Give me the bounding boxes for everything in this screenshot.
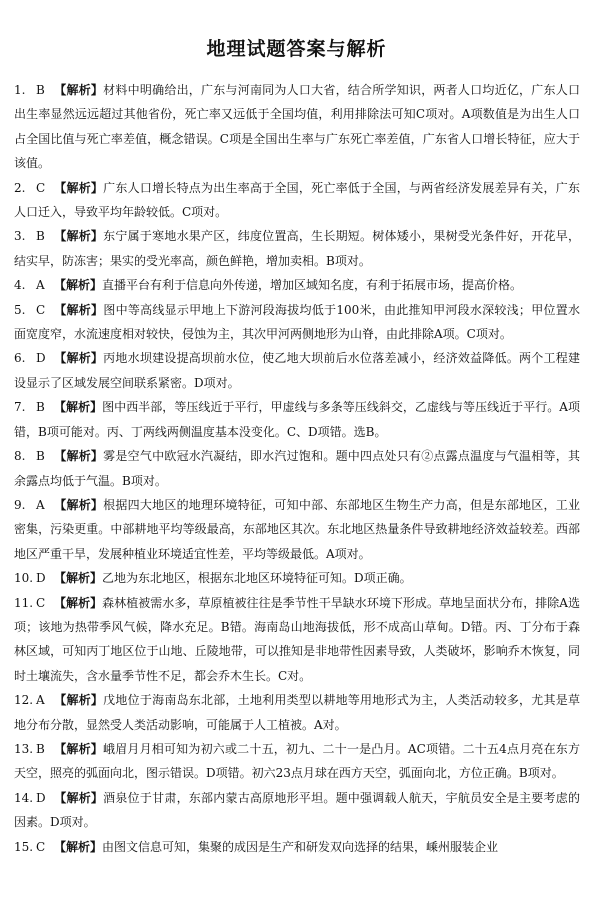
answer-item bbox=[14, 591, 580, 689]
analysis-text: 雾是空气中欧冠水汽凝结，即水汽过饱和。题中四点处只有②点露点温度与气温相等，其余露点均低于气温。B项对。 bbox=[14, 449, 580, 488]
item-answer: A bbox=[36, 693, 45, 708]
analysis-tag: 【解析】 bbox=[54, 497, 104, 512]
item-answer: C bbox=[36, 180, 46, 195]
item-answer: D bbox=[36, 790, 46, 805]
analysis-text: 东宁属于寒地水果产区，纬度位置高，生长期短。树体矮小，果树受光条件好，开花早，结实早，防冻害；果实的受光率高，颜色鲜艳，增加卖相。B项对。 bbox=[14, 229, 580, 268]
analysis-tag: 【解析】 bbox=[54, 400, 103, 415]
item-answer: A bbox=[36, 497, 45, 512]
analysis-text: 材料中明确给出，广东与河南同为人口大省，结合所学知识，两者人口均近亿，广东人口出生率显然远远超过其他省份，死亡率又远低于全国均值，利用排除法可知C项对。A项数值是为出生人口占全国比值与死亡率差值，概念错误。C项是全国出生率与广东死亡率差值，广东省人口增长特征，应大于该值。 bbox=[14, 83, 580, 171]
item-number: 7. bbox=[14, 400, 26, 415]
item-answer: C bbox=[36, 839, 46, 854]
analysis-tag: 【解析】 bbox=[54, 83, 104, 97]
analysis-text: 乙地为东北地区，根据东北地区环境特征可知。D项正确。 bbox=[102, 571, 412, 586]
item-answer: C bbox=[36, 595, 46, 610]
analysis-tag: 【解析】 bbox=[54, 790, 104, 805]
answer-item bbox=[14, 835, 580, 859]
answer-list bbox=[14, 78, 580, 859]
analysis-tag: 【解析】 bbox=[54, 302, 104, 317]
answer-item bbox=[14, 493, 580, 566]
analysis-text: 森林植被需水多，草原植被往往是季节性干旱缺水环境下形成。草地呈面状分布，排除A选项；该地为热带季风气候，降水充足。B错。海南岛山地海拔低，形不成高山草甸。D错。丙、丁分布于森林区域，可知丙丁地区位于山地、丘陵地带，可以推知是非地带性因素导致，人类破坏，影响乔木恢复，同时土壤流失，含水量季节性不足，都会乔木生长。C对。 bbox=[14, 595, 580, 683]
analysis-text: 丙地水坝建设提高坝前水位，使乙地大坝前后水位落差减小，经济效益降低。两个工程建设显示了区域发展空间联系紧密。D项对。 bbox=[14, 351, 580, 390]
answer-item bbox=[14, 444, 580, 493]
analysis-text: 图中西半部，等压线近于平行，甲虚线与多条等压线斜交，乙虚线与等压线近于平行。A项错，B项可能对。丙、丁两线两侧温度基本没变化。C、D项错。选B。 bbox=[14, 400, 580, 439]
answer-item bbox=[14, 737, 580, 786]
item-number: 14. bbox=[14, 790, 34, 805]
analysis-text: 直播平台有利于信息向外传递，增加区域知名度，有利于拓展市场，提高价格。 bbox=[102, 278, 523, 293]
item-answer: D bbox=[36, 571, 46, 586]
item-number: 4. bbox=[14, 278, 26, 293]
item-number: 15. bbox=[14, 839, 34, 854]
item-answer: A bbox=[36, 278, 45, 293]
answer-item bbox=[14, 395, 580, 444]
item-number: 9. bbox=[14, 497, 26, 512]
item-answer: B bbox=[36, 83, 45, 97]
item-answer: B bbox=[36, 741, 45, 756]
analysis-text: 根据四大地区的地理环境特征，可知中部、东部地区生物生产力高，但是东部地区，工业密集，污染更重。中部耕地平均等级最高，东部地区其次。东北地区热量条件导致耕地经济效益较差。西部地区严重干旱，发展种植业环境适宜性差，平均等级最低。A项对。 bbox=[14, 497, 580, 561]
item-number: 13. bbox=[14, 741, 34, 756]
answer-item bbox=[14, 224, 580, 273]
analysis-text: 峨眉月月相可知为初六或二十五，初九、二十一是凸月。AC项错。二十五4点月亮在东方天空，照亮的弧面向北，图示错误。D项错。初六23点月球在西方天空，弧面向北，方位正确。B项对。 bbox=[14, 741, 580, 781]
analysis-tag: 【解析】 bbox=[54, 571, 103, 586]
answer-item bbox=[14, 786, 580, 835]
item-answer: B bbox=[36, 449, 45, 464]
analysis-tag: 【解析】 bbox=[54, 229, 104, 244]
analysis-text: 酒泉位于甘肃，东部内蒙古高原地形平坦。题中强调载人航天，宇航员安全是主要考虑的因素。D项对。 bbox=[14, 790, 580, 830]
item-number: 10. bbox=[14, 571, 34, 586]
analysis-tag: 【解析】 bbox=[54, 595, 103, 610]
answer-item bbox=[14, 78, 580, 176]
item-answer: D bbox=[36, 351, 46, 366]
item-number: 5. bbox=[14, 302, 26, 317]
answer-item bbox=[14, 346, 580, 395]
item-number: 1. bbox=[14, 83, 26, 97]
answer-item bbox=[14, 298, 580, 347]
item-number: 12. bbox=[14, 693, 34, 708]
analysis-text: 由图文信息可知，集聚的成因是生产和研发双向选择的结果，嵊州服装企业 bbox=[102, 839, 499, 854]
item-number: 6. bbox=[14, 351, 26, 366]
analysis-tag: 【解析】 bbox=[54, 351, 104, 366]
answer-item bbox=[14, 566, 580, 590]
analysis-text: 图中等高线显示甲地上下游河段海拔均低于100米，由此推知甲河段水深较浅；甲位置水面宽度窄，水流速度相对较快，侵蚀为主，其次甲河两侧地形为山脊，由此排除A项。C项对。 bbox=[14, 302, 580, 342]
answer-item bbox=[14, 176, 580, 225]
analysis-tag: 【解析】 bbox=[54, 449, 104, 464]
analysis-tag: 【解析】 bbox=[54, 741, 103, 756]
answer-item bbox=[14, 273, 580, 297]
analysis-text: 广东人口增长特点为出生率高于全国，死亡率低于全国，与两省经济发展差异有关，广东人口迁入，导致平均年龄较低。C项对。 bbox=[14, 180, 580, 220]
item-number: 8. bbox=[14, 449, 26, 464]
analysis-tag: 【解析】 bbox=[54, 839, 103, 854]
item-number: 3. bbox=[14, 229, 26, 244]
item-number: 11. bbox=[14, 595, 34, 610]
page-title: 地理试题答案与解析 bbox=[206, 38, 387, 60]
analysis-tag: 【解析】 bbox=[54, 278, 103, 293]
analysis-tag: 【解析】 bbox=[54, 693, 104, 708]
item-answer: B bbox=[36, 229, 45, 244]
item-answer: B bbox=[36, 400, 45, 415]
item-number: 2. bbox=[14, 180, 26, 195]
analysis-text: 戊地位于海南岛东北部，土地利用类型以耕地等用地形式为主，人类活动较多，尤其是草地分布分散，显然受人类活动影响，可能属于人工植被。A对。 bbox=[14, 693, 580, 732]
analysis-tag: 【解析】 bbox=[54, 180, 104, 195]
item-answer: C bbox=[36, 302, 46, 317]
answer-item bbox=[14, 688, 580, 737]
